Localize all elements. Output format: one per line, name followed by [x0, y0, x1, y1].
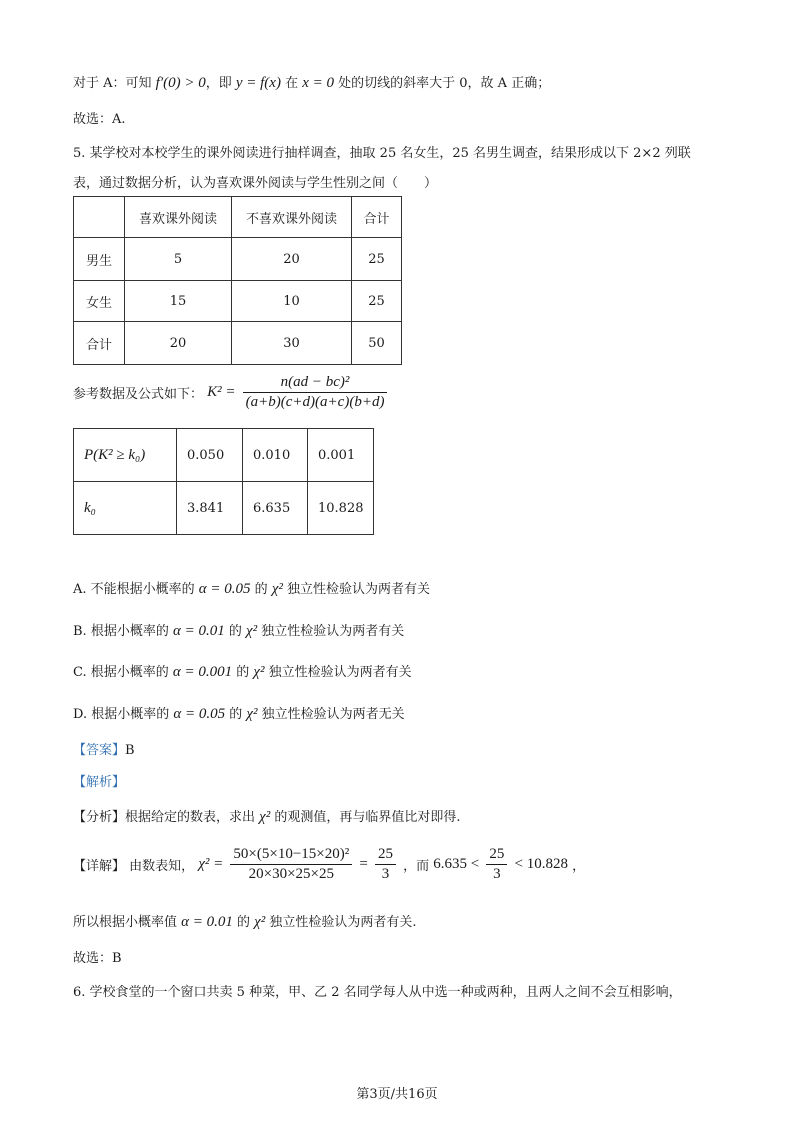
- table-header-row: [74, 197, 402, 238]
- table-cell: 0.001: [308, 429, 374, 482]
- formula-x0: x = 0: [302, 75, 335, 91]
- detail-bound-right: < 10.828: [514, 856, 568, 872]
- q6-stem-line1: 6. 学校食堂的一个窗口共卖 5 种菜，甲、乙 2 名同学每人从中选一种或两种，且两人之间不会互相影响，: [73, 985, 682, 1000]
- detail-text: 由数表知，: [129, 859, 195, 874]
- option-b: [73, 620, 404, 640]
- option-text: 的: [232, 665, 254, 680]
- table-cell: 30: [232, 322, 352, 365]
- formula-derivative: f′(0) > 0: [155, 75, 206, 91]
- table-cell: 女生: [74, 281, 125, 322]
- formula-k2-fraction: [243, 374, 388, 411]
- option-text: B. 根据小概率的: [73, 624, 173, 639]
- table-cell: 20: [125, 322, 232, 365]
- option-alpha: α = 0.05: [173, 706, 226, 722]
- conclusion-text: 独立性检验认为两者有关.: [265, 915, 417, 930]
- table-row: [74, 238, 402, 281]
- table-header-cell: 不喜欢课外阅读: [232, 197, 352, 238]
- result-numerator: 25: [375, 846, 396, 865]
- intro-text: 对于 A：可知: [73, 76, 156, 91]
- formula-denominator: (a+b)(c+d)(a+c)(b+d): [245, 394, 385, 410]
- critical-value-table: [73, 428, 374, 535]
- formula-numerator: n(ad − bc)²: [243, 374, 388, 393]
- table-cell: 10.828: [308, 482, 374, 535]
- table-row: [74, 429, 374, 482]
- option-text: C. 根据小概率的: [73, 665, 173, 680]
- option-chi: χ²: [245, 623, 258, 639]
- option-text: 独立性检验认为两者有关: [282, 582, 431, 597]
- page-footer: 第3页/共16页: [356, 1087, 438, 1102]
- option-text: D. 根据小概率的: [73, 707, 174, 722]
- table-header-cell: 合计: [352, 197, 402, 238]
- table-cell: 6.635: [243, 482, 308, 535]
- fenxi-label: 【分析】: [73, 810, 126, 825]
- table-cell: 合计: [74, 322, 125, 365]
- fenxi-chi: χ²: [259, 809, 271, 825]
- option-c: [73, 661, 412, 681]
- table-row: [74, 482, 374, 535]
- conclusion-line: [73, 911, 417, 931]
- detail-line: [73, 846, 585, 883]
- table-cell: 15: [125, 281, 232, 322]
- contingency-table: [73, 196, 402, 365]
- compare-denominator: 3: [493, 866, 501, 882]
- q5-stem-line2: 表，通过数据分析，认为喜欢课外阅读与学生性别之间（ ）: [73, 176, 438, 191]
- option-text: 独立性检验认为两者有关: [257, 624, 405, 639]
- analysis-line: [73, 806, 461, 826]
- detail-text: ，: [572, 859, 586, 874]
- table-cell: 男生: [74, 238, 125, 281]
- detail-denominator: 20×30×25×25: [248, 866, 335, 882]
- conclusion-text: 所以根据小概率值: [73, 915, 182, 930]
- q5-stem-line1: 5. 某学校对本校学生的课外阅读进行抽样调查，抽取 25 名女生，25 名男生调查，结果形成以下 2×2 列联: [73, 146, 691, 161]
- result-denominator: 3: [381, 866, 390, 882]
- conclusion-alpha: α = 0.01: [181, 914, 233, 930]
- reference-formula-line: [73, 374, 390, 411]
- detail-chi: χ² =: [198, 856, 224, 872]
- conclusion-text: 的: [232, 915, 255, 930]
- intro-choose: 故选：A.: [73, 112, 126, 127]
- table-cell: 50: [352, 322, 402, 365]
- q5-choose: 故选：B: [73, 951, 122, 966]
- result-fraction: [375, 846, 396, 883]
- conclusion-chi: χ²: [254, 914, 266, 930]
- detail-label: 【详解】: [73, 859, 126, 874]
- table-cell: 0.010: [243, 429, 308, 482]
- formula-k2-lhs: K² =: [207, 384, 236, 400]
- option-chi: χ²: [271, 581, 283, 597]
- table-row: [74, 322, 402, 365]
- answer-value: B: [125, 743, 135, 758]
- table-header-cell: [74, 197, 125, 238]
- intro-text: ，即: [205, 76, 236, 91]
- table-cell: P(K² ≥ k₀): [74, 429, 177, 482]
- detail-numerator: 50×(5×10−15×20)²: [230, 846, 352, 865]
- detail-bound-left: 6.635 <: [433, 856, 480, 872]
- compare-numerator: 25: [486, 846, 507, 865]
- option-alpha: α = 0.05: [198, 581, 251, 597]
- detail-text: ，而: [403, 859, 434, 874]
- table-cell: 25: [352, 238, 402, 281]
- option-alpha: α = 0.01: [172, 623, 225, 639]
- table-cell: 0.050: [177, 429, 243, 482]
- detail-fraction: [230, 846, 352, 883]
- option-text: A. 不能根据小概率的: [73, 582, 199, 597]
- reference-label: 参考数据及公式如下：: [73, 387, 204, 402]
- table-row: [74, 281, 402, 322]
- table-cell: 10: [232, 281, 352, 322]
- intro-text: 在: [280, 76, 303, 91]
- option-text: 独立性检验认为两者有关: [264, 665, 412, 680]
- table-header-cell: 喜欢课外阅读: [125, 197, 232, 238]
- option-text: 的: [224, 624, 246, 639]
- answer-label: 【答案】: [73, 743, 126, 758]
- option-d: [73, 703, 405, 723]
- compare-fraction: [486, 846, 507, 883]
- table-cell: 20: [232, 238, 352, 281]
- intro-text: 处的切线的斜率大于 0，故 A 正确；: [334, 76, 551, 91]
- option-a: [73, 578, 430, 598]
- option-text: 的: [250, 582, 272, 597]
- intro-line-a: [73, 72, 550, 92]
- table-cell: 5: [125, 238, 232, 281]
- table-cell: 25: [352, 281, 402, 322]
- option-text: 独立性检验认为两者无关: [257, 707, 405, 722]
- fenxi-text: 的观测值，再与临界值比对即得.: [270, 810, 461, 825]
- option-chi: χ²: [253, 664, 265, 680]
- option-text: 的: [225, 707, 247, 722]
- option-chi: χ²: [246, 706, 258, 722]
- formula-function: y = f(x): [235, 75, 281, 91]
- table-cell: 3.841: [177, 482, 243, 535]
- fenxi-text: 根据给定的数表，求出: [125, 810, 260, 825]
- analysis-label: 【解析】: [73, 775, 126, 790]
- table-cell: k₀: [74, 482, 177, 535]
- answer-line: [73, 739, 135, 758]
- option-alpha: α = 0.001: [172, 664, 233, 680]
- detail-equals: =: [359, 856, 368, 872]
